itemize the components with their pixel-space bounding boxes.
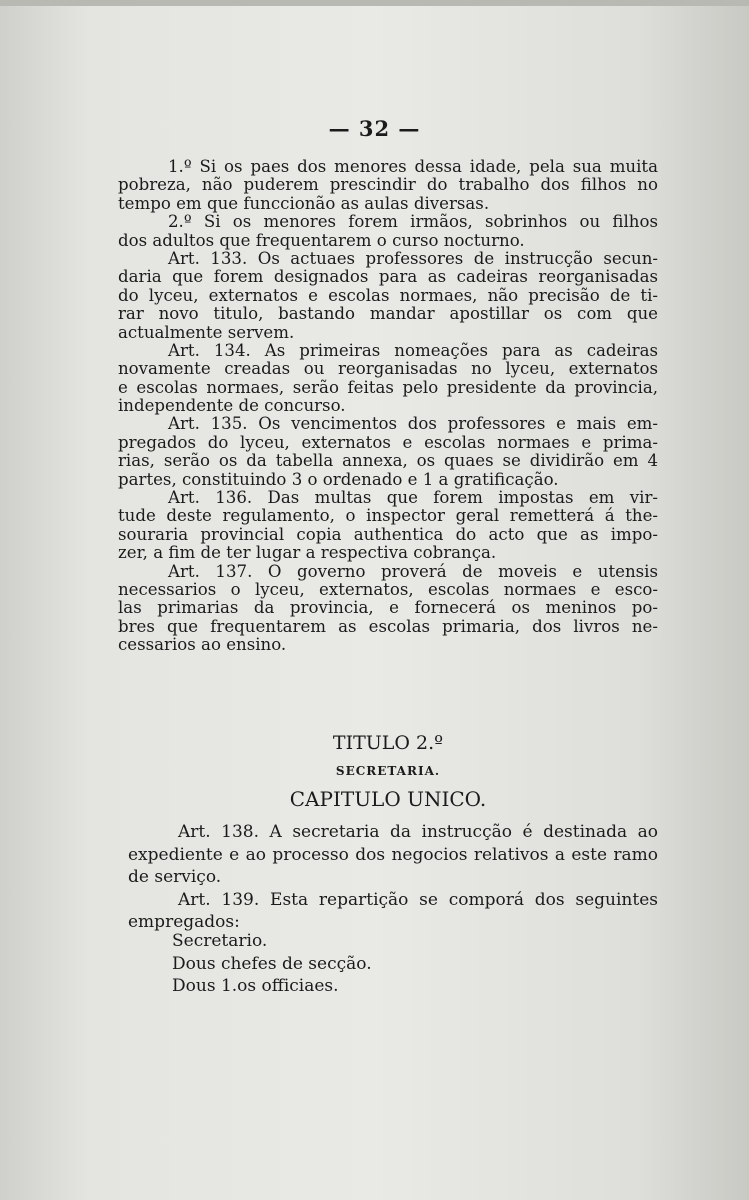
text-line: tempo em que funccionão as aulas diversas. — [118, 194, 490, 213]
text-line: souraria provincial copia authentica do acto que as impo- — [118, 525, 658, 544]
text-line: empregados: — [128, 912, 240, 933]
text-line: Art. 133. Os actuaes professores de instrucção secun- — [168, 249, 658, 268]
text-line: Art. 137. O governo proverá de moveis e utensis — [168, 562, 658, 581]
text-line: partes, constituindo 3 o ordenado e 1 a gratificação. — [118, 470, 559, 489]
text-line: de serviço. — [128, 867, 222, 888]
text-line: actualmente servem. — [118, 323, 295, 342]
text-line: 2.º Si os menores forem irmãos, sobrinhos ou filhos — [168, 213, 658, 232]
text-line: pregados do lyceu, externatos e escolas normaes e prima- — [118, 433, 658, 452]
text-line: dos adultos que frequentarem o curso nocturno. — [118, 231, 525, 250]
list-item: Secretario. — [172, 931, 268, 951]
text-line: zer, a fim de ter lugar a respectiva cobrança. — [118, 544, 497, 563]
text-line: Art. 138. A secretaria da instrucção é destinada ao — [178, 822, 658, 842]
text-line: do lyceu, externatos e escolas normaes, não precisão de ti- — [118, 286, 658, 305]
text-line: expediente e ao processo dos negocios relativos a este ramo — [128, 844, 658, 865]
list-item: Dous 1.os officiaes. — [172, 976, 339, 997]
text-line: las primarias da provincia, e fornecerá os meninos po- — [118, 599, 658, 618]
text-line: e escolas normaes, serão feitas pelo presidente da provincia, — [118, 378, 658, 397]
section-subtitle: SECRETARIA. — [335, 764, 441, 778]
staff-list — [172, 930, 372, 998]
text-line: 1.º Si os paes dos menores dessa idade, pela sua muita — [168, 158, 658, 176]
page-edge — [0, 0, 749, 6]
text-line: pobreza, não puderem prescindir do trabalho dos filhos no — [118, 176, 658, 195]
text-line: Art. 135. Os vencimentos dos professores e mais em- — [168, 415, 658, 434]
text-line: cessarios ao ensino. — [118, 636, 287, 655]
text-line: rias, serão os da tabella annexa, os quaes se dividirão em 4 — [118, 452, 658, 471]
chapter-title: CAPITULO UNICO. — [289, 787, 487, 811]
text-line: bres que frequentarem as escolas primaria, dos livros ne- — [118, 617, 658, 636]
text-line: Art. 136. Das multas que forem impostas em vir- — [168, 489, 658, 508]
list-item: Dous chefes de secção. — [172, 953, 372, 974]
text-line: necessarios o lyceu, externatos, escolas normaes e esco- — [118, 580, 658, 599]
text-line: independente de concurso. — [118, 397, 346, 416]
text-line: Art. 139. Esta repartição se comporá dos seguintes — [178, 889, 658, 910]
text-line: novamente creadas ou reorganisadas no lyceu, externatos — [118, 360, 658, 379]
body-text-bottom — [128, 821, 658, 934]
text-line: tude deste regulamento, o inspector geral remetterá á the- — [118, 507, 658, 526]
page-number: — 32 — — [328, 116, 421, 141]
text-line: Art. 134. As primeiras nomeações para as cadeiras — [168, 341, 658, 360]
section-title: TITULO 2.º — [332, 732, 444, 754]
text-line: daria que forem designados para as cadeiras reorganisadas — [118, 268, 658, 287]
body-text-top — [118, 158, 658, 655]
text-line: rar novo titulo, bastando mandar apostillar os com que — [118, 305, 658, 324]
